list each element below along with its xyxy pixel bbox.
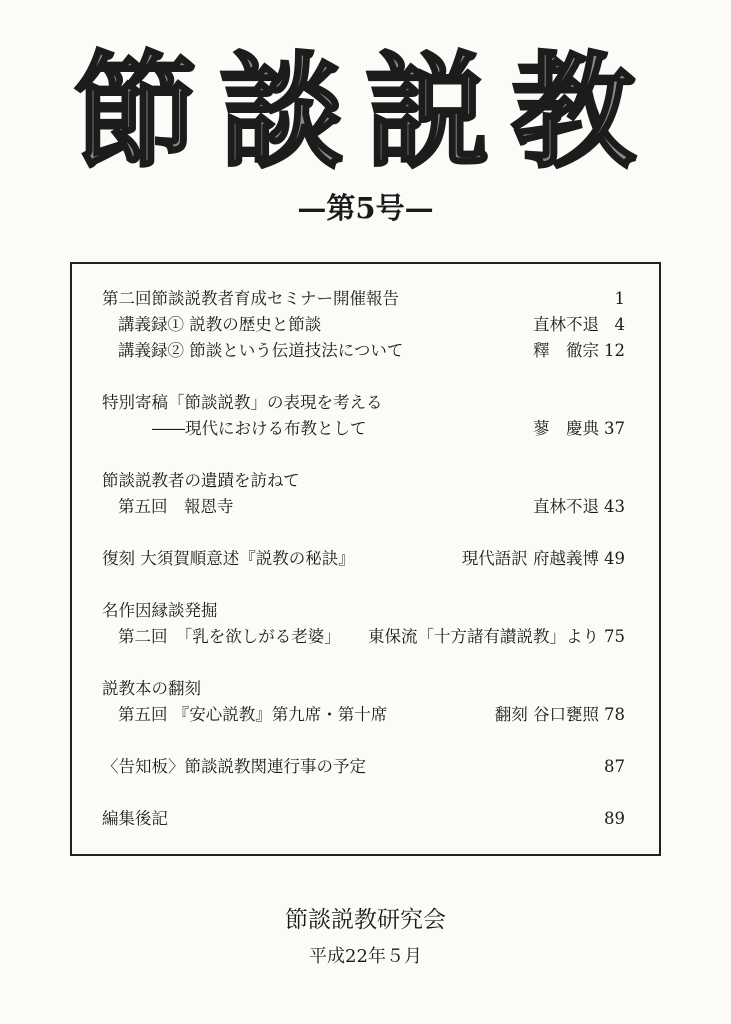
toc-entry-title: 第五回 『安心説教』第九席・第十席	[118, 705, 388, 724]
toc-entry	[72, 468, 659, 494]
toc-entry-title: 第二回 「乳を欲しがる老婆」	[118, 627, 341, 646]
toc-entry	[72, 390, 659, 416]
toc-entry	[72, 754, 659, 780]
toc-entry-page: 4	[614, 315, 625, 334]
toc-entry	[72, 598, 659, 624]
issue-number: —第5号—	[297, 191, 434, 225]
toc-entry-page: 75	[604, 627, 625, 646]
toc-entry-author: 直林不退	[533, 315, 599, 334]
toc-entry-page: 89	[604, 809, 625, 828]
toc-entry-page: 49	[604, 549, 625, 568]
toc-entry-title: 編集後記	[102, 809, 168, 828]
toc-entry	[72, 338, 659, 364]
toc-entry-page: 1	[614, 289, 625, 308]
toc-entry-author: 直林不退	[533, 497, 599, 516]
toc-entry-page: 12	[604, 341, 625, 360]
toc-entry-title: 特別寄稿「節談説教」の表現を考える	[102, 393, 383, 412]
toc-entry-author: 釋 徹宗	[533, 341, 599, 360]
toc-entry-page: 87	[604, 757, 625, 776]
toc-entry	[72, 494, 659, 520]
toc-entry	[72, 702, 659, 728]
toc-entry	[72, 286, 659, 312]
toc-entry-title: 講義録① 説教の歴史と節談	[118, 315, 322, 334]
toc-entry-page: 43	[604, 497, 625, 516]
toc-entry-page: 78	[604, 705, 625, 724]
toc-entry	[72, 806, 659, 832]
toc-entry-author: 蓼 慶典	[533, 419, 599, 438]
magazine-title: 節談説教	[73, 41, 658, 185]
toc-entry	[72, 676, 659, 702]
toc-entry-author: 翻刻 谷口甕照	[494, 705, 599, 724]
toc-entry-page: 37	[604, 419, 625, 438]
toc-entry	[72, 546, 659, 572]
toc-entry	[72, 416, 659, 442]
toc-entry	[72, 624, 659, 650]
toc-entry-title: ――現代における布教として	[152, 419, 367, 438]
toc-entry-title: 第二回節談説教者育成セミナー開催報告	[102, 289, 399, 308]
toc-entry-title: 名作因縁談発掘	[102, 601, 218, 620]
toc-entry-title: 第五回 報恩寺	[118, 497, 234, 516]
toc-entry-title: 復刻 大須賀順意述『説教の秘訣』	[102, 549, 355, 568]
toc-entry-author: 現代語訳 府越義博	[461, 549, 599, 568]
toc-entry-title: 〈告知板〉節談説教関連行事の予定	[102, 757, 366, 776]
toc-entry	[72, 312, 659, 338]
toc-entry-title: 節談説教者の遺蹟を訪ねて	[102, 471, 300, 490]
publisher-name: 節談説教研究会	[285, 907, 446, 933]
toc-entry-title: 講義録② 節談という伝道技法について	[118, 341, 404, 360]
publication-date: 平成22年５月	[309, 946, 422, 967]
table-of-contents	[70, 262, 661, 856]
toc-entry-author: 東保流「十方諸有讃説教」より	[368, 627, 599, 646]
toc-entry-title: 説教本の翻刻	[102, 679, 201, 698]
